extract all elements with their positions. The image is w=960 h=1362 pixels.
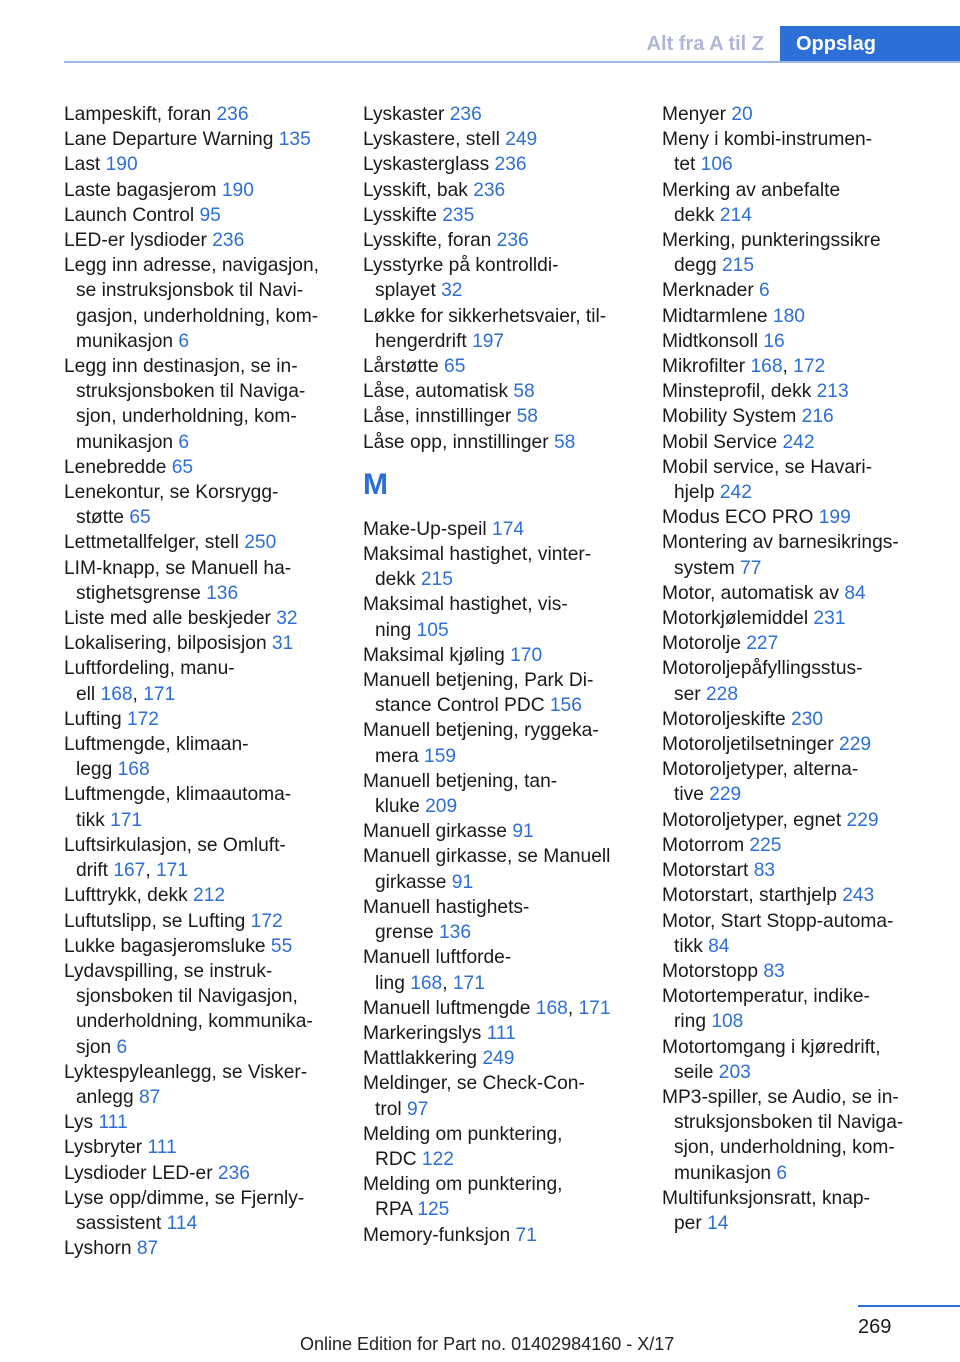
index-term: Lyskasterglass (363, 154, 495, 176)
index-entry (363, 430, 648, 455)
index-entry (64, 152, 344, 177)
index-term: Midtkonsoll (662, 330, 764, 352)
index-entry (363, 203, 648, 228)
index-entry (363, 253, 648, 303)
page-ref-link[interactable]: 171 (156, 860, 189, 882)
index-entry (363, 102, 648, 127)
index-entry: Mikrofilter 168, 172 (662, 356, 826, 378)
index-term: Lysskift, bak (363, 179, 474, 201)
index-entry (363, 668, 648, 718)
index-column-2 (363, 102, 648, 1248)
page-ref-link[interactable]: 6 (116, 1036, 128, 1058)
index-entry (64, 959, 344, 1060)
index-entry (64, 354, 344, 455)
index-entry (363, 1021, 648, 1046)
index-entry (64, 530, 344, 555)
page-ref-link[interactable]: 91 (451, 871, 474, 893)
index-term: LED-er lysdioder (64, 230, 213, 252)
index-entry (64, 883, 344, 908)
index-term: Melding om punktering, RPA (363, 1174, 563, 1221)
index-term: Lufting (64, 708, 127, 730)
index-term: Manuell hastighets- grense (363, 896, 530, 944)
index-entry (363, 354, 648, 379)
index-term: Markeringslys (363, 1022, 487, 1044)
index-entry (662, 631, 947, 656)
page-ref-link[interactable]: 168 (100, 683, 133, 705)
index-term: Motortomgang i kjøredrift, seile (662, 1036, 881, 1083)
index-term: Lane Departure Warning (64, 129, 279, 151)
index-term: Mobil Service (662, 431, 783, 453)
page-ref-link[interactable]: 20 (731, 104, 753, 125)
index-term: Mobil service, se Havari- hjelp (662, 456, 873, 504)
index-entry (64, 178, 344, 203)
index-term: Lysstyrke på kontrolldi- splayet (363, 255, 559, 302)
page-ref-link[interactable]: 190 (105, 154, 138, 176)
index-term: Minsteprofil, dekk (662, 381, 817, 403)
page-ref-link[interactable]: 106 (700, 154, 733, 176)
index-term: Lettmetallfelger, stell (64, 532, 245, 554)
index-entry (363, 542, 648, 592)
index-entry (662, 984, 947, 1034)
page-ref-link[interactable]: 97 (407, 1098, 429, 1120)
page-ref-link[interactable]: 236 (212, 230, 245, 252)
index-term: Mikrofilter (662, 356, 751, 378)
index-term: Motoroljepåfyllingsstus- ser (662, 658, 863, 705)
index-entry (662, 228, 947, 278)
index-term: MP3-spiller, se Audio, se in- struksjonsboken til Naviga- sjon, underholdning, kom- munikasjon (662, 1086, 904, 1184)
index-entry: Manuell luftmengde 168, 171 (363, 997, 611, 1019)
index-term: Make-Up-speil (363, 518, 493, 540)
index-entry (662, 102, 947, 127)
index-entry (363, 895, 648, 945)
page-ref-link[interactable]: 236 (216, 104, 249, 125)
page-ref-link[interactable]: 249 (505, 129, 538, 151)
page-ref-link[interactable]: 230 (791, 708, 824, 730)
index-term: Motoroljetilsetninger (662, 734, 840, 756)
index-term: Manuell betjening, ryggeka- mera (363, 720, 599, 767)
index-entry (64, 1110, 344, 1135)
index-entry (363, 1223, 648, 1248)
index-column-3 (662, 102, 947, 1236)
index-entry (363, 304, 648, 354)
page-ref-link[interactable]: 236 (217, 1162, 250, 1184)
page-ref-link[interactable]: 55 (270, 935, 293, 957)
index-term: Motorrom (662, 834, 750, 856)
index-entry (662, 329, 947, 354)
page-ref-link[interactable]: 229 (709, 784, 742, 806)
index-entry (662, 1035, 947, 1085)
index-term: Lysskifte (363, 204, 443, 226)
index-entry (662, 959, 947, 984)
index-entry (662, 833, 947, 858)
index-term: Luftutslipp, se Lufting (64, 910, 251, 932)
page-ref-link[interactable]: 111 (486, 1022, 516, 1044)
page-ref-link[interactable]: 71 (515, 1224, 537, 1246)
page-ref-link[interactable]: 105 (416, 619, 449, 641)
page-ref-link[interactable]: 199 (818, 507, 851, 529)
page-ref-link[interactable]: 197 (472, 330, 505, 352)
page-ref-link[interactable]: 6 (178, 330, 190, 352)
index-entry (363, 127, 648, 152)
page-ref-link[interactable]: 171 (110, 809, 143, 831)
index-term: Motorstopp (662, 960, 764, 982)
index-term: Lyskaster (363, 104, 450, 125)
page-ref-link[interactable]: 242 (782, 431, 815, 453)
index-entry (64, 1236, 344, 1261)
index-term: Mobility System (662, 406, 802, 428)
index-term: Manuell girkasse (363, 821, 513, 843)
page-ref-link[interactable]: 212 (193, 885, 226, 907)
index-entry (662, 455, 947, 505)
index-term: Lyskastere, stell (363, 129, 506, 151)
index-term: Last (64, 154, 106, 176)
index-term: Lyktespyleanlegg, se Visker- anlegg (64, 1061, 308, 1108)
page-ref-link[interactable]: 111 (98, 1112, 128, 1134)
page-ref-link[interactable]: 159 (424, 745, 457, 767)
index-term: Lysskifte, foran (363, 230, 497, 252)
page-ref-link[interactable]: 58 (516, 406, 538, 428)
index-term: Låse, automatisk (363, 381, 514, 403)
page-ref-link[interactable]: 87 (136, 1238, 159, 1260)
index-entry (64, 631, 344, 656)
page-ref-link[interactable]: 83 (753, 860, 776, 882)
section-letter: M (363, 467, 388, 501)
index-entry (64, 1060, 344, 1110)
page-ref-link[interactable]: 190 (221, 179, 254, 201)
index-entry (64, 102, 344, 127)
page-ref-link[interactable]: 214 (719, 204, 752, 226)
index-entry (64, 909, 344, 934)
index-entry (363, 769, 648, 819)
footer-edition: Online Edition for Part no. 01402984160 - X/17 (300, 1334, 675, 1354)
tab-oppslag[interactable]: Oppslag (780, 26, 960, 62)
index-entry (64, 455, 344, 480)
index-term: Maksimal hastighet, vinter- dekk (363, 544, 592, 591)
page-ref-link[interactable]: 229 (839, 734, 872, 756)
index-entry (662, 278, 947, 303)
index-term: Merknader (662, 280, 760, 302)
page-ref-link[interactable]: 122 (421, 1148, 454, 1170)
page-ref-link[interactable]: 172 (793, 356, 826, 378)
index-term: Manuell girkasse, se Manuell girkasse (363, 846, 611, 893)
index-entry (662, 656, 947, 706)
page-ref-link[interactable]: 91 (512, 821, 534, 843)
page-ref-link[interactable]: 215 (420, 569, 453, 591)
index-entry (64, 934, 344, 959)
index-term: Lys (64, 1112, 99, 1134)
page-ref-link[interactable]: 171 (452, 972, 485, 994)
index-term: Motorstart, starthjelp (662, 885, 843, 907)
index-term: Manuell betjening, tan- kluke (363, 770, 558, 818)
page-ref-link[interactable]: 227 (746, 633, 779, 655)
index-term: Lenekontur, se Korsrygg- støtte (64, 482, 279, 529)
index-term: Løkke for sikkerhetsvaier, til- hengerdrift (363, 305, 607, 352)
index-entry (363, 1046, 648, 1071)
index-term: Memory-funksjon (363, 1224, 516, 1246)
page-ref-link[interactable]: 171 (143, 683, 176, 705)
index-entry (662, 178, 947, 228)
page-ref-link[interactable]: 168 (750, 356, 783, 378)
index-term: LIM-knapp, se Manuell ha- stighetsgrense (64, 557, 292, 604)
index-term: Motor, automatisk av (662, 582, 845, 604)
page-ref-link[interactable]: 209 (425, 796, 458, 818)
page-ref-link[interactable]: 236 (473, 179, 506, 201)
page-ref-link[interactable]: 228 (706, 683, 739, 705)
index-term: Motorolje (662, 633, 747, 655)
index-term: Lysdioder LED-er (64, 1162, 218, 1184)
page-ref-link[interactable]: 216 (801, 406, 834, 428)
index-entry (363, 1071, 648, 1121)
page-ref-link[interactable]: 135 (278, 129, 311, 151)
index-entry (662, 808, 947, 833)
page-ref-link[interactable]: 168 (535, 997, 568, 1019)
index-entry (64, 732, 344, 782)
index-entry (64, 1135, 344, 1160)
index-entry (363, 1122, 648, 1172)
page-ref-link[interactable]: 174 (492, 518, 525, 540)
index-entry (64, 1186, 344, 1236)
index-term: Motorstart (662, 860, 754, 882)
index-entry (363, 228, 648, 253)
index-term: Lufttrykk, dekk (64, 885, 194, 907)
index-term: Midtarmlene (662, 305, 773, 327)
index-entry (662, 909, 947, 959)
page-ref-link[interactable]: 225 (749, 834, 782, 856)
index-entry (64, 127, 344, 152)
footer-divider (858, 1305, 960, 1307)
index-term: Multifunksjonsratt, knap- per (662, 1187, 870, 1234)
index-entry (662, 430, 947, 455)
page-ref-link[interactable]: 172 (126, 708, 159, 730)
page-ref-link[interactable]: 235 (442, 204, 475, 226)
index-term: Maksimal hastighet, vis- ning (363, 594, 568, 641)
index-term: Lyse opp/dimme, se Fjernly- sassistent (64, 1187, 305, 1234)
page-ref-link[interactable]: 84 (708, 935, 730, 957)
index-term: Lydavspilling, se instruk- sjonsboken til Navigasjon, underholdning, kommunika- sjon (64, 960, 313, 1058)
page-ref-link[interactable]: 108 (711, 1011, 744, 1033)
index-entry (64, 228, 344, 253)
page-ref-link[interactable]: 243 (842, 885, 875, 907)
index-term: Motorkjølemiddel (662, 608, 814, 630)
index-entry (64, 556, 344, 606)
page-ref-link[interactable]: 213 (816, 381, 849, 403)
index-entry (64, 203, 344, 228)
index-entry (662, 505, 947, 530)
index-entry (363, 517, 648, 542)
page-ref-link[interactable]: 125 (417, 1199, 450, 1221)
index-term: Motoroljeskifte (662, 708, 792, 730)
index-entry (363, 819, 648, 844)
page-ref-link[interactable]: 250 (244, 532, 277, 554)
index-entry (64, 253, 344, 354)
index-term: Lukke bagasjeromsluke (64, 935, 271, 957)
index-entry (363, 152, 648, 177)
page-ref-link[interactable]: 95 (199, 204, 221, 226)
index-entry (363, 379, 648, 404)
index-entry (662, 127, 947, 177)
index-entry (363, 592, 648, 642)
index-entry (363, 404, 648, 429)
page-ref-link[interactable]: 156 (549, 695, 582, 717)
page-ref-link[interactable]: 249 (482, 1048, 515, 1070)
section-title[interactable]: Alt fra A til Z (646, 33, 764, 55)
index-entry (64, 480, 344, 530)
index-term: Låse opp, innstillinger (363, 431, 554, 453)
index-term: Låse, innstillinger (363, 406, 517, 428)
index-term: Merking, punkteringssikre degg (662, 230, 881, 277)
index-entry (662, 304, 947, 329)
index-entry (662, 530, 947, 580)
page-ref-link[interactable]: 136 (206, 582, 239, 604)
index-term: Maksimal kjøling (363, 644, 511, 666)
page-ref-link[interactable]: 83 (763, 960, 785, 982)
index-term: Montering av barnesikrings- system (662, 532, 899, 579)
index-term: Manuell luftforde- ling (363, 947, 512, 994)
index-term: Menyer (662, 104, 732, 125)
index-term: Lårstøtte (363, 356, 445, 378)
page-ref-link[interactable]: 65 (444, 356, 466, 378)
index-term: Meny i kombi-instrumen- tet (662, 129, 873, 176)
index-entry (662, 858, 947, 883)
index-entry (662, 1085, 947, 1186)
index-entry (662, 404, 947, 429)
header-tabs (647, 26, 960, 62)
index-term: Lokalisering, bilposisjon (64, 633, 272, 655)
page-ref-link[interactable]: 65 (129, 507, 151, 529)
page-ref-link[interactable]: 31 (271, 633, 294, 655)
page-ref-link[interactable]: 229 (846, 809, 879, 831)
page-ref-link[interactable]: 168 (410, 972, 443, 994)
index-entry (64, 782, 344, 832)
page-ref-link[interactable]: 6 (776, 1162, 788, 1184)
index-term: Luftmengde, klimaautoma- tikk (64, 784, 292, 831)
page-ref-link[interactable]: 236 (496, 230, 529, 252)
page-ref-link[interactable]: 6 (759, 280, 770, 302)
page-ref-link[interactable]: 242 (719, 482, 752, 504)
page-ref-link[interactable]: 58 (553, 431, 576, 453)
page-ref-link[interactable]: 170 (510, 644, 543, 666)
index-entry (662, 379, 947, 404)
page-ref-link[interactable]: 32 (276, 608, 298, 630)
index-column-1 (64, 102, 344, 1261)
page-ref-link[interactable]: 180 (772, 305, 805, 327)
page-ref-link[interactable]: 171 (578, 997, 611, 1019)
index-entry: Luftsirkulasjon, se Omluft- drift 167, 171 (64, 834, 286, 882)
index-term: Lampeskift, foran (64, 104, 217, 125)
page-ref-link[interactable]: 215 (722, 255, 755, 277)
index-term: Laste bagasjerom (64, 179, 222, 201)
index-term: Merking av anbefalte dekk (662, 179, 841, 226)
index-term: Motor, Start Stopp-automa- tikk (662, 910, 894, 957)
page-ref-link[interactable]: 172 (250, 910, 283, 932)
index-entry (662, 606, 947, 631)
page-ref-link[interactable]: 203 (718, 1061, 751, 1083)
page-ref-link[interactable]: 16 (763, 330, 785, 352)
index-term: Melding om punktering, RDC (363, 1123, 563, 1170)
index-term: Manuell luftmengde (363, 997, 536, 1019)
index-term: Modus ECO PRO (662, 507, 819, 529)
index-entry (662, 883, 947, 908)
page-ref-link[interactable]: 111 (147, 1137, 177, 1159)
page-ref-link[interactable]: 58 (513, 381, 535, 403)
index-term: Luftsirkulasjon, se Omluft- drift (64, 834, 286, 882)
index-term: Mattlakkering (363, 1048, 483, 1070)
index-entry (363, 1172, 648, 1222)
page-ref-link[interactable]: 136 (439, 922, 472, 944)
index-term: Manuell betjening, Park Di- stance Control PDC (363, 670, 594, 717)
index-entry (64, 1161, 344, 1186)
index-entry (363, 178, 648, 203)
page-ref-link[interactable]: 236 (494, 154, 527, 176)
index-entry (662, 1186, 947, 1236)
index-term: Launch Control (64, 204, 200, 226)
index-term: Lyshorn (64, 1238, 137, 1260)
index-entry (662, 581, 947, 606)
index-entry (363, 643, 648, 668)
page-ref-link[interactable]: 32 (441, 280, 463, 302)
index-entry: Luftfordeling, manu- ell 168, 171 (64, 658, 235, 705)
page-ref-link[interactable]: 236 (449, 104, 482, 125)
index-term: Luftfordeling, manu- ell (64, 658, 235, 705)
index-term: Luftmengde, klimaan- legg (64, 734, 249, 781)
index-entry: Manuell luftforde- ling 168, 171 (363, 947, 512, 994)
index-entry (363, 718, 648, 768)
index-term: Meldinger, se Check-Con- trol (363, 1073, 585, 1120)
index-entry (662, 707, 947, 732)
page-ref-link[interactable]: 14 (707, 1212, 729, 1234)
index-term: Motoroljetyper, alterna- tive (662, 759, 859, 806)
index-term: Motoroljetyper, egnet (662, 809, 847, 831)
index-entry (64, 606, 344, 631)
index-entry (363, 844, 648, 894)
page-ref-link[interactable]: 168 (117, 759, 150, 781)
index-term: Lysbryter (64, 1137, 148, 1159)
header-divider (64, 61, 960, 63)
page-ref-link[interactable]: 65 (171, 456, 194, 478)
index-term: Lenebredde (64, 456, 172, 478)
page-ref-link[interactable]: 231 (813, 608, 846, 630)
page-ref-link[interactable]: 114 (166, 1212, 198, 1234)
index-entry (64, 707, 344, 732)
index-term: Legg inn destinasjon, se in- struksjonsboken til Naviga- sjon, underholdning, kom- munikasjon (64, 356, 306, 453)
page-ref-link[interactable]: 167 (113, 860, 146, 882)
page-ref-link[interactable]: 6 (178, 431, 190, 453)
page-ref-link[interactable]: 84 (844, 582, 866, 604)
page-ref-link[interactable]: 87 (138, 1086, 161, 1108)
page-ref-link[interactable]: 77 (740, 557, 762, 579)
index-term: Motortemperatur, indike- ring (662, 986, 870, 1033)
index-entry (662, 732, 947, 757)
index-entry (662, 757, 947, 807)
index-term: Legg inn adresse, navigasjon, se instruksjonsbok til Navi- gasjon, underholdning, kom- munikasjon (64, 255, 319, 352)
page-number: 269 (858, 1316, 892, 1338)
index-term: Liste med alle beskjeder (64, 608, 277, 630)
